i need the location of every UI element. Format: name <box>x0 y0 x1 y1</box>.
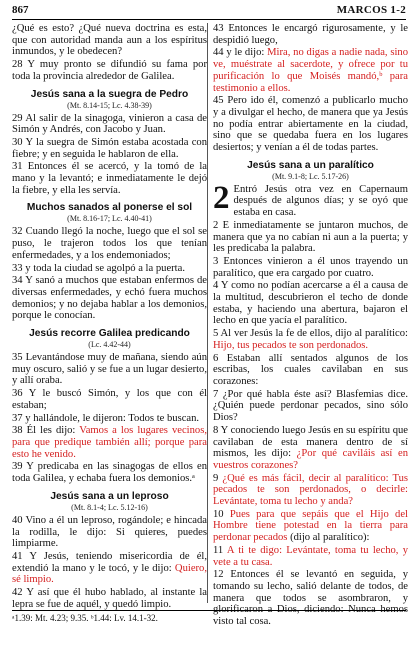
verse-text: 34 Y sanó a muchos que estaban enfermos de diversas enfermedades, y echó fuera muchos demonios; y no dejaba hablar a los demonios, porque le conocían. <box>12 275 207 322</box>
verse <box>213 47 408 94</box>
verse <box>213 353 408 388</box>
words-of-jesus: ¿Qué es más fácil, decir al paralítico: Tus pecados te son perdonados, o decirle: Levántate, toma tu lecho y anda? <box>213 472 408 508</box>
page-number: 867 <box>12 4 29 16</box>
verse-text: 5 Al ver Jesús la fe de ellos, dijo al paralítico: <box>213 328 408 340</box>
parallel-references: (Mt. 8.16-17; Lc. 4.40-41) <box>67 214 152 224</box>
parallel-references: (Mt. 9.1-8; Lc. 5.17-26) <box>272 171 349 181</box>
section-heading: Jesús sana a la suegra de Pedro <box>30 88 189 100</box>
verse <box>12 352 207 387</box>
verse <box>213 545 408 568</box>
verse-text: 8 Y conociendo luego Jesús en su espíritu que cavilaban de esta manera dentro de sí mismos, les dijo: <box>213 424 408 460</box>
right-column <box>213 23 408 629</box>
section-heading: Jesús sana a un paralítico <box>247 159 374 171</box>
words-of-jesus: A ti te digo: Levántate, toma tu lecho, y vete a tu casa. <box>213 544 409 568</box>
verse-text: 37 y hallándole, le dijeron: Todos te buscan. <box>12 412 200 424</box>
verse-text: 11 <box>213 544 227 556</box>
chapter-number: 2 <box>213 179 230 216</box>
verse-text: 6 Estaban allí sentados algunos de los escribas, los cuales cavilaban en sus corazones: <box>213 352 408 387</box>
verse <box>12 226 207 261</box>
words-of-jesus: Mira, no digas a nadie nada, sino ve, muéstrate al sacerdote, y ofrece por tu purificación lo que Moisés mandó,ᵇ para testimonio a ellos. <box>213 47 408 94</box>
verse <box>12 23 207 58</box>
verse-text: 39 Y predicaba en las sinagogas de ellos en toda Galilea, y echaba fuera los demonios.ᵃ <box>12 461 207 485</box>
verse-text: 12 Entonces él se levantó en seguida, y tomando su lecho, salió delante de todos, de manera que todos se asombraron, y glorificaron a Dios, diciendo: Nunca hemos visto tal cosa. <box>213 569 408 628</box>
column-divider <box>207 23 208 603</box>
verse-text: 36 Y le buscó Simón, y los que con él estaban; <box>12 388 207 411</box>
verse-text: 10 <box>213 508 230 520</box>
verse-text: 28 Y muy pronto se difundió su fama por toda la provincia alrededor de Galilea. <box>12 59 207 82</box>
parallel-references: (Mt. 8.1-4; Lc. 5.12-16) <box>71 502 148 512</box>
verse-text: 42 Y así que él hubo hablado, al instante la lepra se fue de aquél, y quedó limpio. <box>12 587 207 610</box>
verse <box>213 328 408 351</box>
verse-text: 35 Levantándose muy de mañana, siendo aún muy oscuro, salió y se fue a un lugar desierto, y allí oraba. <box>12 352 207 387</box>
verse <box>213 473 408 508</box>
verse-text: Entró Jesús otra vez en Capernaum después de algunos días; y se oyó que estaba en casa. <box>233 183 408 219</box>
verse-text: 7 ¿Por qué habla éste así? Blasfemias dice. ¿Quién puede perdonar pecados, sino sólo Dios? <box>213 388 408 424</box>
verse <box>12 263 207 275</box>
parallel-references: (Mt. 8.14-15; Lc. 4.38-39) <box>67 100 152 110</box>
verse-text: 31 Entonces él se acercó, y la tomó de la mano y la levantó; e inmediatamente le dejó la fiebre, y ella les servía. <box>12 161 207 196</box>
verse-text: 3 Entonces vinieron a él unos trayendo un paralítico, que era cargado por cuatro. <box>213 255 408 279</box>
verse <box>12 137 207 160</box>
footnotes: ᵃ1.39: Mt. 4.23; 9.35. ᵇ1.44: Lv. 14.1-32. <box>12 610 406 624</box>
words-of-jesus: Quiero, sé limpio. <box>12 562 207 586</box>
verse-text: ¿Qué es esto? ¿Qué nueva doctrina es esta, que con autoridad manda aun a los espíritus inmundos, y le obedecen? <box>12 23 207 58</box>
words-of-jesus: Pues para que sepáis que el Hijo del Hombre tiene potestad en la tierra para perdonar pecados <box>213 508 408 544</box>
section-heading: Jesús recorre Galilea predicando <box>29 328 190 340</box>
verse-text: 2 E inmediatamente se juntaron muchos, de manera que ya no cabían ni aun a la puerta; y les predicaba la palabra. <box>213 219 408 255</box>
verse <box>213 95 408 154</box>
verse <box>213 280 408 327</box>
verse <box>12 425 207 460</box>
verse <box>12 388 207 411</box>
verse <box>12 161 207 196</box>
verse <box>213 509 408 544</box>
verse-text: 29 Al salir de la sinagoga, vinieron a casa de Simón y Andrés, con Jacobo y Juan. <box>12 112 207 136</box>
verse <box>12 461 207 484</box>
verse <box>12 515 207 550</box>
verse-text: 43 Entonces le encargó rigurosamente, y le despidió luego, <box>213 23 408 46</box>
verse-text: (dijo al paralítico): <box>287 532 370 544</box>
chapter-start-verse <box>213 179 408 219</box>
verse-text: 40 Vino a él un leproso, rogándole; e hincada la rodilla, le dijo: Si quieres, puedes limpiarme. <box>12 514 207 550</box>
verse <box>12 113 207 136</box>
left-column <box>12 23 207 611</box>
verse-text: 30 Y la suegra de Simón estaba acostada con fiebre; y en seguida le hablaron de ella. <box>12 136 207 160</box>
header-rule <box>12 19 406 20</box>
words-of-jesus: Vamos a los lugares vecinos, para que predique también allí; porque para esto he venido. <box>12 425 207 460</box>
verse <box>213 23 408 46</box>
verse-text: 44 y le dijo: <box>213 47 268 59</box>
verse <box>213 220 408 255</box>
verse-text: 9 <box>213 472 223 484</box>
verse <box>213 256 408 279</box>
section-heading: Jesús sana a un leproso <box>50 490 169 502</box>
verse-text: 4 Y como no podían acercarse a él a causa de la multitud, descubrieron el techo de donde estaba, y haciendo una abertura, bajaron el lecho en que yacía el paralítico. <box>213 280 408 327</box>
verse <box>213 389 408 424</box>
verse <box>12 413 207 425</box>
verse <box>12 551 207 586</box>
verse-text: 41 Y Jesús, teniendo misericordia de él, extendió la mano y le tocó, y le dijo: <box>12 550 207 574</box>
running-head: MARCOS 1-2 <box>336 4 406 16</box>
verse-text: 32 Cuando llegó la noche, luego que el sol se puso, le trajeron todos los que tenían enfermedades, y a los endemoniados; <box>12 226 207 261</box>
verse <box>12 59 207 82</box>
verse <box>12 275 207 322</box>
section-heading: Muchos sanados al ponerse el sol <box>26 202 193 214</box>
verse-text: 33 y toda la ciudad se agolpó a la puerta. <box>12 262 185 274</box>
parallel-references: (Lc. 4.42-44) <box>88 340 131 350</box>
verse-text: 38 Él les dijo: <box>12 425 80 437</box>
verse-text: 45 Pero ido él, comenzó a publicarlo mucho y a divulgar el hecho, de manera que ya Jesús no podía entrar abiertamente en la ciudad, sino que se quedaba fuera en los lugares desiertos; y venían a él de todas partes. <box>213 95 408 154</box>
verse <box>213 425 408 472</box>
words-of-jesus: ¿Por qué caviláis así en vuestros corazones? <box>213 448 408 471</box>
verse <box>12 587 207 610</box>
words-of-jesus: Hijo, tus pecados te son perdonados. <box>213 339 369 351</box>
